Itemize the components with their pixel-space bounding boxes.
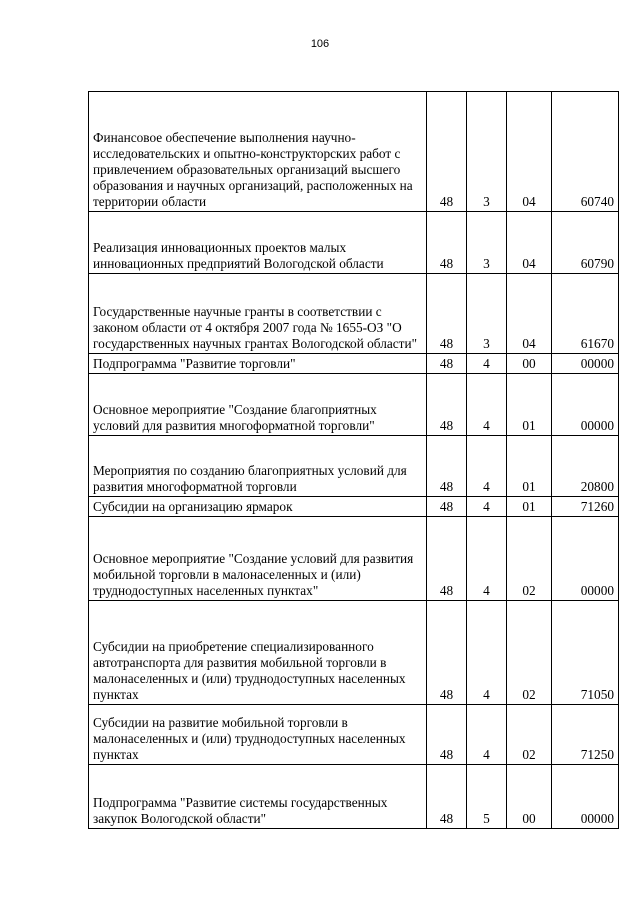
table-row (89, 436, 619, 497)
program-code: 48 (427, 705, 467, 765)
table-row (89, 212, 619, 274)
subprogram-code: 4 (467, 354, 507, 374)
program-code: 48 (427, 601, 467, 705)
event-code: 01 (507, 497, 552, 517)
event-code: 02 (507, 601, 552, 705)
program-code: 48 (427, 354, 467, 374)
subprogram-code: 4 (467, 601, 507, 705)
direction-code: 00000 (552, 517, 619, 601)
row-name: Субсидии на развитие мобильной торговли в малонаселенных и (или) труднодоступных населенных пунктах (89, 705, 427, 765)
event-code: 02 (507, 705, 552, 765)
program-code: 48 (427, 92, 467, 212)
row-name: Финансовое обеспечение выполнения научно-исследовательских и опытно-конструкторских работ с привлечением образовательных организаций высшего образования и научных организаций, расположенных на территории области (89, 92, 427, 212)
subprogram-code: 3 (467, 274, 507, 354)
budget-classification-table (88, 91, 619, 829)
row-name: Основное мероприятие "Создание благоприятных условий для развития многоформатной торговли" (89, 374, 427, 436)
event-code: 01 (507, 436, 552, 497)
table-row (89, 765, 619, 829)
row-name: Основное мероприятие "Создание условий для развития мобильной торговли в малонаселенных и (или) труднодоступных населенных пунктах" (89, 517, 427, 601)
direction-code: 20800 (552, 436, 619, 497)
table-row (89, 374, 619, 436)
direction-code: 00000 (552, 374, 619, 436)
event-code: 04 (507, 92, 552, 212)
row-name: Субсидии на приобретение специализированного автотранспорта для развития мобильной торговли в малонаселенных и (или) труднодоступных населенных пунктах (89, 601, 427, 705)
program-code: 48 (427, 497, 467, 517)
direction-code: 71250 (552, 705, 619, 765)
direction-code: 71260 (552, 497, 619, 517)
direction-code: 71050 (552, 601, 619, 705)
event-code: 04 (507, 212, 552, 274)
direction-code: 61670 (552, 274, 619, 354)
table-row (89, 601, 619, 705)
table-row (89, 705, 619, 765)
subprogram-code: 3 (467, 212, 507, 274)
table-row (89, 517, 619, 601)
row-name: Подпрограмма "Развитие торговли" (89, 354, 427, 374)
subprogram-code: 3 (467, 92, 507, 212)
table-row (89, 354, 619, 374)
row-name: Реализация инновационных проектов малых инновационных предприятий Вологодской области (89, 212, 427, 274)
program-code: 48 (427, 517, 467, 601)
direction-code: 00000 (552, 765, 619, 829)
event-code: 04 (507, 274, 552, 354)
subprogram-code: 4 (467, 705, 507, 765)
direction-code: 00000 (552, 354, 619, 374)
subprogram-code: 4 (467, 497, 507, 517)
event-code: 01 (507, 374, 552, 436)
table-row (89, 92, 619, 212)
program-code: 48 (427, 274, 467, 354)
table-row (89, 497, 619, 517)
program-code: 48 (427, 436, 467, 497)
subprogram-code: 4 (467, 436, 507, 497)
subprogram-code: 4 (467, 374, 507, 436)
page-number: 106 (310, 38, 330, 50)
row-name: Государственные научные гранты в соответствии с законом области от 4 октября 2007 года № 1655-ОЗ "О государственных научных грантах Вологодской области" (89, 274, 427, 354)
subprogram-code: 4 (467, 517, 507, 601)
program-code: 48 (427, 212, 467, 274)
row-name: Мероприятия по созданию благоприятных условий для развития многоформатной торговли (89, 436, 427, 497)
row-name: Субсидии на организацию ярмарок (89, 497, 427, 517)
direction-code: 60740 (552, 92, 619, 212)
event-code: 02 (507, 517, 552, 601)
row-name: Подпрограмма "Развитие системы государственных закупок Вологодской области" (89, 765, 427, 829)
event-code: 00 (507, 765, 552, 829)
program-code: 48 (427, 765, 467, 829)
direction-code: 60790 (552, 212, 619, 274)
event-code: 00 (507, 354, 552, 374)
subprogram-code: 5 (467, 765, 507, 829)
program-code: 48 (427, 374, 467, 436)
table-row (89, 274, 619, 354)
